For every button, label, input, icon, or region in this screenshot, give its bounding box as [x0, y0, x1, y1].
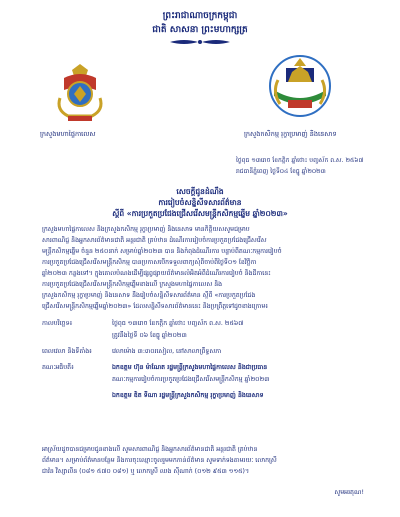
ornament-divider	[168, 38, 232, 46]
detail-label-date: កាលបរិច្ឆេទ៖	[42, 320, 73, 327]
org-name-left: ក្រសួងមហាផ្ទៃកាលេស	[40, 130, 96, 138]
paragraph-line: ការប្រកួតប្រជែងជ្រើសរើសមន្ត្រីកសិកម្ម បានប្រកាសបើកទទួលពាក្យសុំពីចាប់ពីថ្ងៃទី០១ ខែវិច្ឆិកា	[42, 259, 257, 266]
solar-date: រាជធានីភ្នំពេញ ថ្ងៃទី០៤ ខែធ្នូ ឆ្នាំ២០២៣	[236, 168, 326, 175]
detail-value-date-solar: ត្រូវនឹងថ្ងៃទី ០៦ ខែធ្នូ ឆ្នាំ២០២៣	[112, 332, 187, 339]
paragraph-line: អាស្រ័យដូចបានជម្រាបជូនខាងលើ សូមសារពាណិជ្ជ និងអ្នកសារព័ត៌មានជាតិ អន្តរជាតិ គ្រប់ឋាន	[42, 446, 258, 453]
detail-value-chair-1: ឯកឧត្តម ហ៊ុន ម៉ាណែត រដ្ឋមន្ត្រីក្រសួងមហាផ្ទៃកាលេស និងជាប្រធាន	[112, 364, 268, 371]
paragraph-line: ក្រសួងមហាផ្ទៃកាលេស និងក្រសួងកសិកម្ម រុក្ខាប្រមាញ់ និងនេសាទ មានកិត្តិយសសូមជម្រាប	[42, 226, 250, 233]
detail-label-time-place: ពេលវេលា និងទីតាំង៖	[42, 348, 92, 355]
paragraph-line: សារពាណិជ្ជ និងអ្នកសារព័ត៌មានជាតិ អន្តរជាតិ គ្រប់ឋាន ដំណើរការរៀបចំការប្រកួតប្រជែងជ្រើសរើស	[42, 237, 267, 244]
ministry-interior-emblem	[52, 60, 108, 124]
paragraph-line: ជ្រើសរើសមន្ត្រីកសិកម្មឆ្នើមឆ្នាំ២០២៣» ដែលសន្និសីទសារព័ត៌មាននេះ និងប្រព្រឹត្តទៅដូចខាងក្រោម៖	[42, 303, 269, 310]
lunar-date: ថ្ងៃពុធ ១៣រោច ខែកត្តិក ឆ្នាំថោះ បញ្ចស័ក ព.ស. ២៥៦៧	[236, 157, 364, 164]
paragraph-line: មន្ត្រីកសិកម្មឆ្នើម ចំនួន ២៥០នាក់ សម្រាប់ឆ្នាំ២០២៣ បាន និងកំពុងដំណើរការ បន្ទាប់ពីគណៈកម្មការរៀបចំ	[42, 248, 282, 255]
org-name-right: ក្រសួងកសិកម្ម រុក្ខាប្រមាញ់ និងនេសាទ	[244, 130, 337, 138]
paragraph-line: ជាវ៉ន វិស្សាលីន (០៨១ ៥៧០ ០៨១) ឬ លោកស្រី ឈង ស៊ីណាក់ (០១២ ៩៥៣ ១១៥)។	[42, 468, 250, 475]
national-motto: ជាតិ សាសនា ព្រះមហាក្សត្រ	[152, 25, 248, 35]
detail-value-time-place: វេលាម៉ោង ៣:៣០រសៀល, នៅសាលាព្រឹទ្ធសភា	[112, 348, 222, 355]
detail-value-chair-2: ឯកឧត្តម ឌិត ទីណា រដ្ឋមន្ត្រីក្រសួងកសិកម្ម រុក្ខាប្រមាញ់ និងនេសាទ	[112, 392, 264, 399]
ministry-agriculture-emblem	[266, 50, 334, 124]
detail-label-chairs: គណៈអធិបតី៖	[42, 364, 74, 371]
detail-value-chair-1-role: គណៈកម្មការរៀបចំការប្រកួតប្រជែងជ្រើសរើសមន្ត្រីកសិកម្ម ឆ្នាំ២០២៣	[112, 376, 270, 383]
paragraph-line: ព័ត៌មាន។ សម្រាប់ព័ត៌មានបន្ថែម និងការចុះឈ្មោះចូលរួមមកកាន់ព័ត៌មាន សូមទាក់ទងតាមរយៈ លោកស្រី	[42, 457, 277, 464]
document-subtitle: ការរៀបចំសន្និសីទសារព័ត៌មាន	[158, 198, 242, 207]
document-title: សេចក្តីជូនដំណឹង	[176, 187, 224, 196]
paragraph-line: ឆ្នាំ២០២៣ កន្លងទៅ។ ក្នុងគោលបំណងដើម្បីផ្សព្វផ្សាយព័ត៌មានលំអិតអំពីដំណើរការរៀបចំ និងដីកានេះ	[42, 270, 271, 277]
kingdom-heading: ព្រះរាជាណាចក្រកម្ពុជា	[162, 11, 238, 21]
paragraph-line: ក្រសួងកសិកម្ម រុក្ខាប្រមាញ់ និងនេសាទ នឹងរៀបចំសន្និសីទសារព័ត៌មាន ស្តីពី «ការប្រកួតប្រជែង	[42, 292, 256, 299]
paragraph-line: ការប្រកួតប្រជែងជ្រើសរើសមន្ត្រីកសិកម្មឆ្នើមខាងលើ ក្រសួងមហាផ្ទៃកាលេស និង	[42, 281, 223, 288]
closing-thanks: សូមអរគុណ!	[334, 489, 364, 496]
document-topic: ស្តីពី «ការប្រកួតប្រជែងជ្រើសរើសមន្ត្រីកសិកម្មឆ្នើម ឆ្នាំ២០២៣»	[112, 209, 288, 218]
detail-value-date: ថ្ងៃពុធ ១៣រោច ខែកត្តិក ឆ្នាំថោះ បញ្ចស័ក ព.ស. ២៥៦៧	[112, 320, 244, 327]
